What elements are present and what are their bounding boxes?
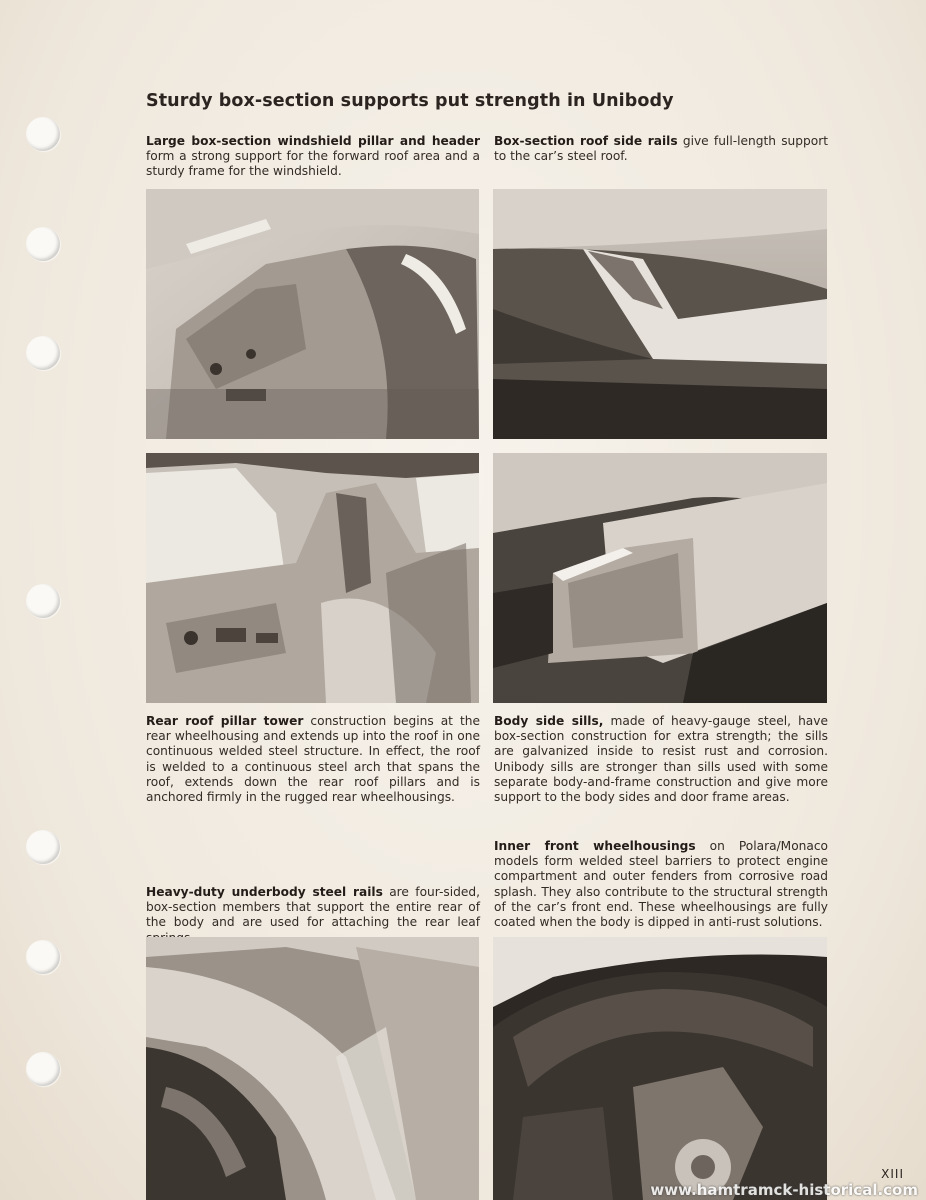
punch-hole [26,227,60,261]
caption-body-side-sills [494,714,828,805]
punch-hole [26,336,60,370]
caption-lead: Heavy-duty underbody steel rails [146,885,383,899]
page-title: Sturdy box-section supports put strength in Unibody [146,91,674,111]
photo-body-side-sills [493,453,827,703]
caption-body: on Polara/Monaco models form welded steel barriers to protect engine compartment and outer fenders from corrosive road splash. They also contribute to the structural strength of the car’s front end. These wheelhousings are fully coated when the body is dipped in anti-rust solutions. [494,839,829,930]
watermark: www.hamtramck-historical.com [650,1181,918,1199]
caption-windshield-pillar [146,134,480,180]
page-number: XIII [881,1167,904,1181]
caption-body: construction begins at the rear wheelhousing and extends up into the roof in one continuous welded steel structure. In effect, the roof is welded to a continuous steel arch that spans the roof, extends down the rear roof pillars and is anchored firmly in the rugged rear wheelhousings. [146,714,480,805]
caption-lead: Large box-section windshield pillar and header [146,134,480,148]
caption-body: form a strong support for the forward roof area and a sturdy frame for the windshield. [146,149,480,179]
photo-rear-roof-pillar-tower [146,453,479,703]
punch-hole [26,830,60,864]
caption-roof-side-rails [494,134,828,164]
photo-roof-side-rails [493,189,827,439]
caption-rear-roof-pillar [146,714,480,805]
punch-hole [26,940,60,974]
caption-lead: Inner front wheelhousings [494,839,696,853]
caption-lead: Body side sills, [494,714,604,728]
photo-underbody-steel-rails [146,937,479,1200]
caption-body: give full-length support to the car’s steel roof. [494,134,828,164]
photo-inner-front-wheelhousing [493,937,827,1200]
caption-inner-front-wheelhousings [494,839,828,930]
caption-lead: Box-section roof side rails [494,134,678,148]
caption-lead: Rear roof pillar tower [146,714,304,728]
caption-body: are four-sided, box-section members that support the entire rear of the body and are used for attaching the rear leaf [146,885,480,930]
punch-hole [26,1052,60,1086]
photo-windshield-pillar [146,189,479,439]
punch-hole [26,584,60,618]
punch-hole [26,117,60,151]
caption-body: made of heavy-gauge steel, have box-section construction for extra strength; the sills are galvanized inside to resist rust and corrosion. Unibody sills are stronger than sills used with some separate body-and-frame construction and give more support to the body sides and door frame areas. [494,714,828,805]
